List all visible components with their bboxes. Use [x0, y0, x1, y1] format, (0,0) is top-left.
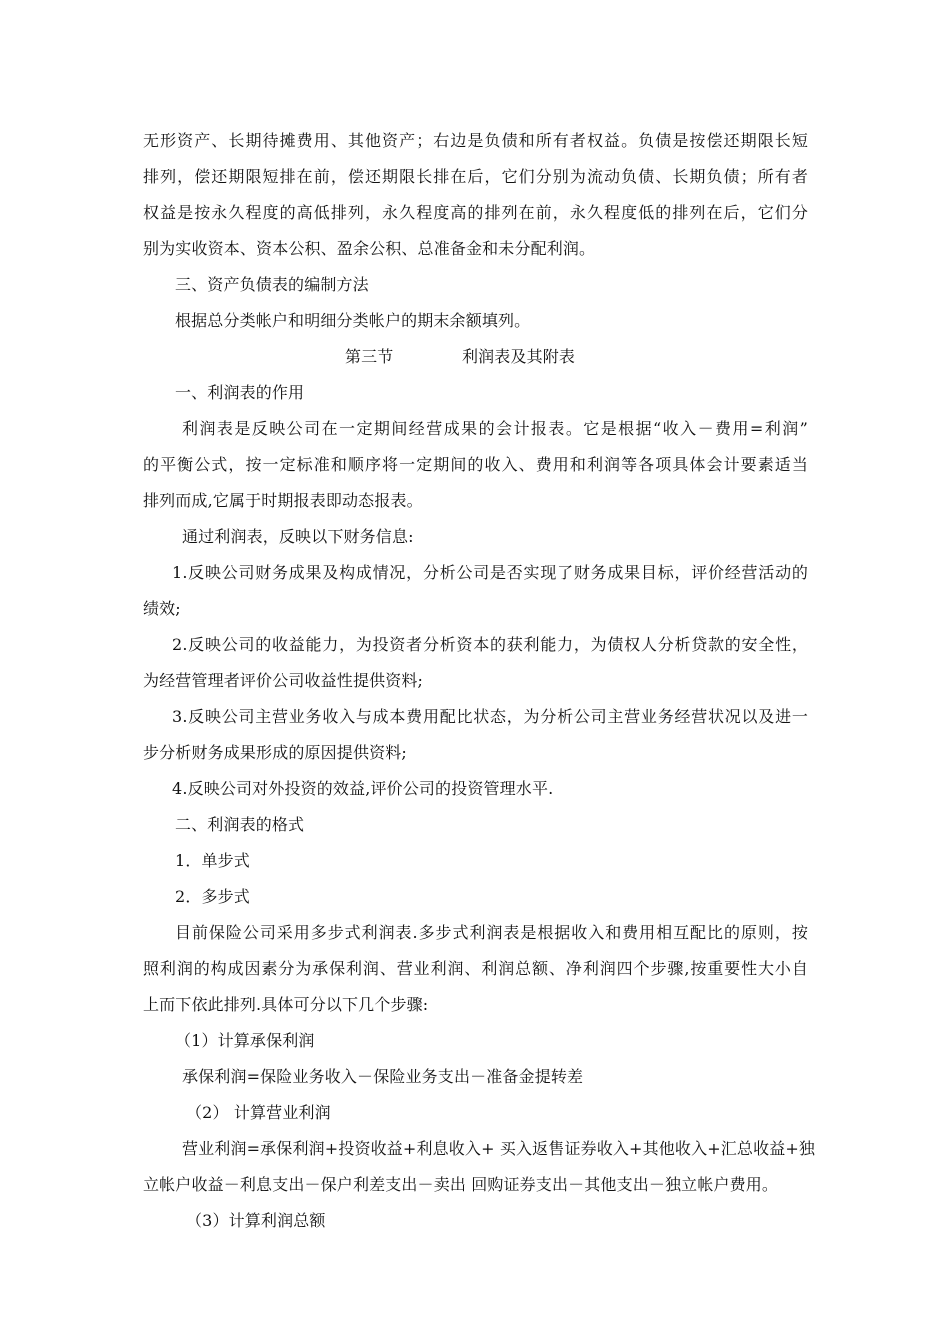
paragraph-line: 通过利润表，反映以下财务信息: [182, 527, 414, 546]
list-item-line: 4.反映公司对外投资的效益,评价公司的投资管理水平. [172, 779, 554, 798]
paragraph-line: 的平衡公式，按一定标准和顺序将一定期间的收入、费用和利润等各项具体会计要素适当 [143, 455, 808, 474]
section-heading: 三、资产负债表的编制方法 [175, 275, 369, 294]
list-item-line: 2.反映公司的收益能力，为投资者分析资本的获利能力，为债权人分析贷款的安全性， [172, 635, 808, 654]
paragraph-line: 权益是按永久程度的高低排列，永久程度高的排列在前，永久程度低的排列在后，它们分 [143, 203, 808, 222]
paragraph-line: 照利润的构成因素分为承保利润、营业利润、利润总额、净利润四个步骤,按重要性大小自 [143, 959, 808, 978]
paragraph-line: 目前保险公司采用多步式利润表.多步式利润表是根据收入和费用相互配比的原则，按 [175, 923, 808, 942]
subsection-heading: 1．单步式 [175, 851, 250, 870]
list-item-line: 3.反映公司主营业务收入与成本费用配比状态，为分析公司主营业务经营状况以及进一 [172, 707, 808, 726]
formula-line: 营业利润=承保利润+投资收益+利息收入+ 买入返售证券收入+其他收入+汇总收益+独 [182, 1139, 816, 1158]
section-heading: 二、利润表的格式 [175, 815, 305, 834]
paragraph-line: 上而下依此排列.具体可分以下几个步骤: [143, 995, 429, 1014]
list-item-line: 为经营管理者评价公司收益性提供资料; [143, 671, 424, 690]
step-heading: （2） 计算营业利润 [186, 1103, 331, 1122]
paragraph-line: 排列而成,它属于时期报表即动态报表。 [143, 491, 423, 510]
section-heading: 一、利润表的作用 [175, 383, 305, 402]
chapter-section-title: 利润表及其附表 [462, 347, 576, 366]
step-heading: （3）计算利润总额 [186, 1211, 326, 1230]
list-item-line: 绩效; [143, 599, 181, 618]
paragraph-line: 无形资产、长期待摊费用、其他资产；右边是负债和所有者权益。负债是按偿还期限长短 [143, 131, 808, 150]
step-heading: （1）计算承保利润 [175, 1031, 315, 1050]
paragraph-line: 排列，偿还期限短排在前，偿还期限长排在后，它们分别为流动负债、长期负债；所有者 [143, 167, 808, 186]
paragraph-line: 别为实收资本、资本公积、盈余公积、总准备金和未分配利润。 [143, 239, 596, 258]
paragraph-line: 利润表是反映公司在一定期间经营成果的会计报表。它是根据“收入－费用=利润” [182, 419, 808, 438]
formula-line: 立帐户收益－利息支出－保户利差支出－卖出 回购证券支出－其他支出－独立帐户费用。 [143, 1175, 779, 1194]
paragraph-line: 根据总分类帐户和明细分类帐户的期末余额填列。 [175, 311, 531, 330]
list-item-line: 1.反映公司财务成果及构成情况，分析公司是否实现了财务成果目标，评价经营活动的 [172, 563, 808, 582]
chapter-section-number: 第三节 [345, 347, 394, 366]
list-item-line: 步分析财务成果形成的原因提供资料; [143, 743, 407, 762]
subsection-heading: 2．多步式 [175, 887, 250, 906]
formula-line: 承保利润=保险业务收入－保险业务支出－准备金提转差 [182, 1067, 584, 1086]
